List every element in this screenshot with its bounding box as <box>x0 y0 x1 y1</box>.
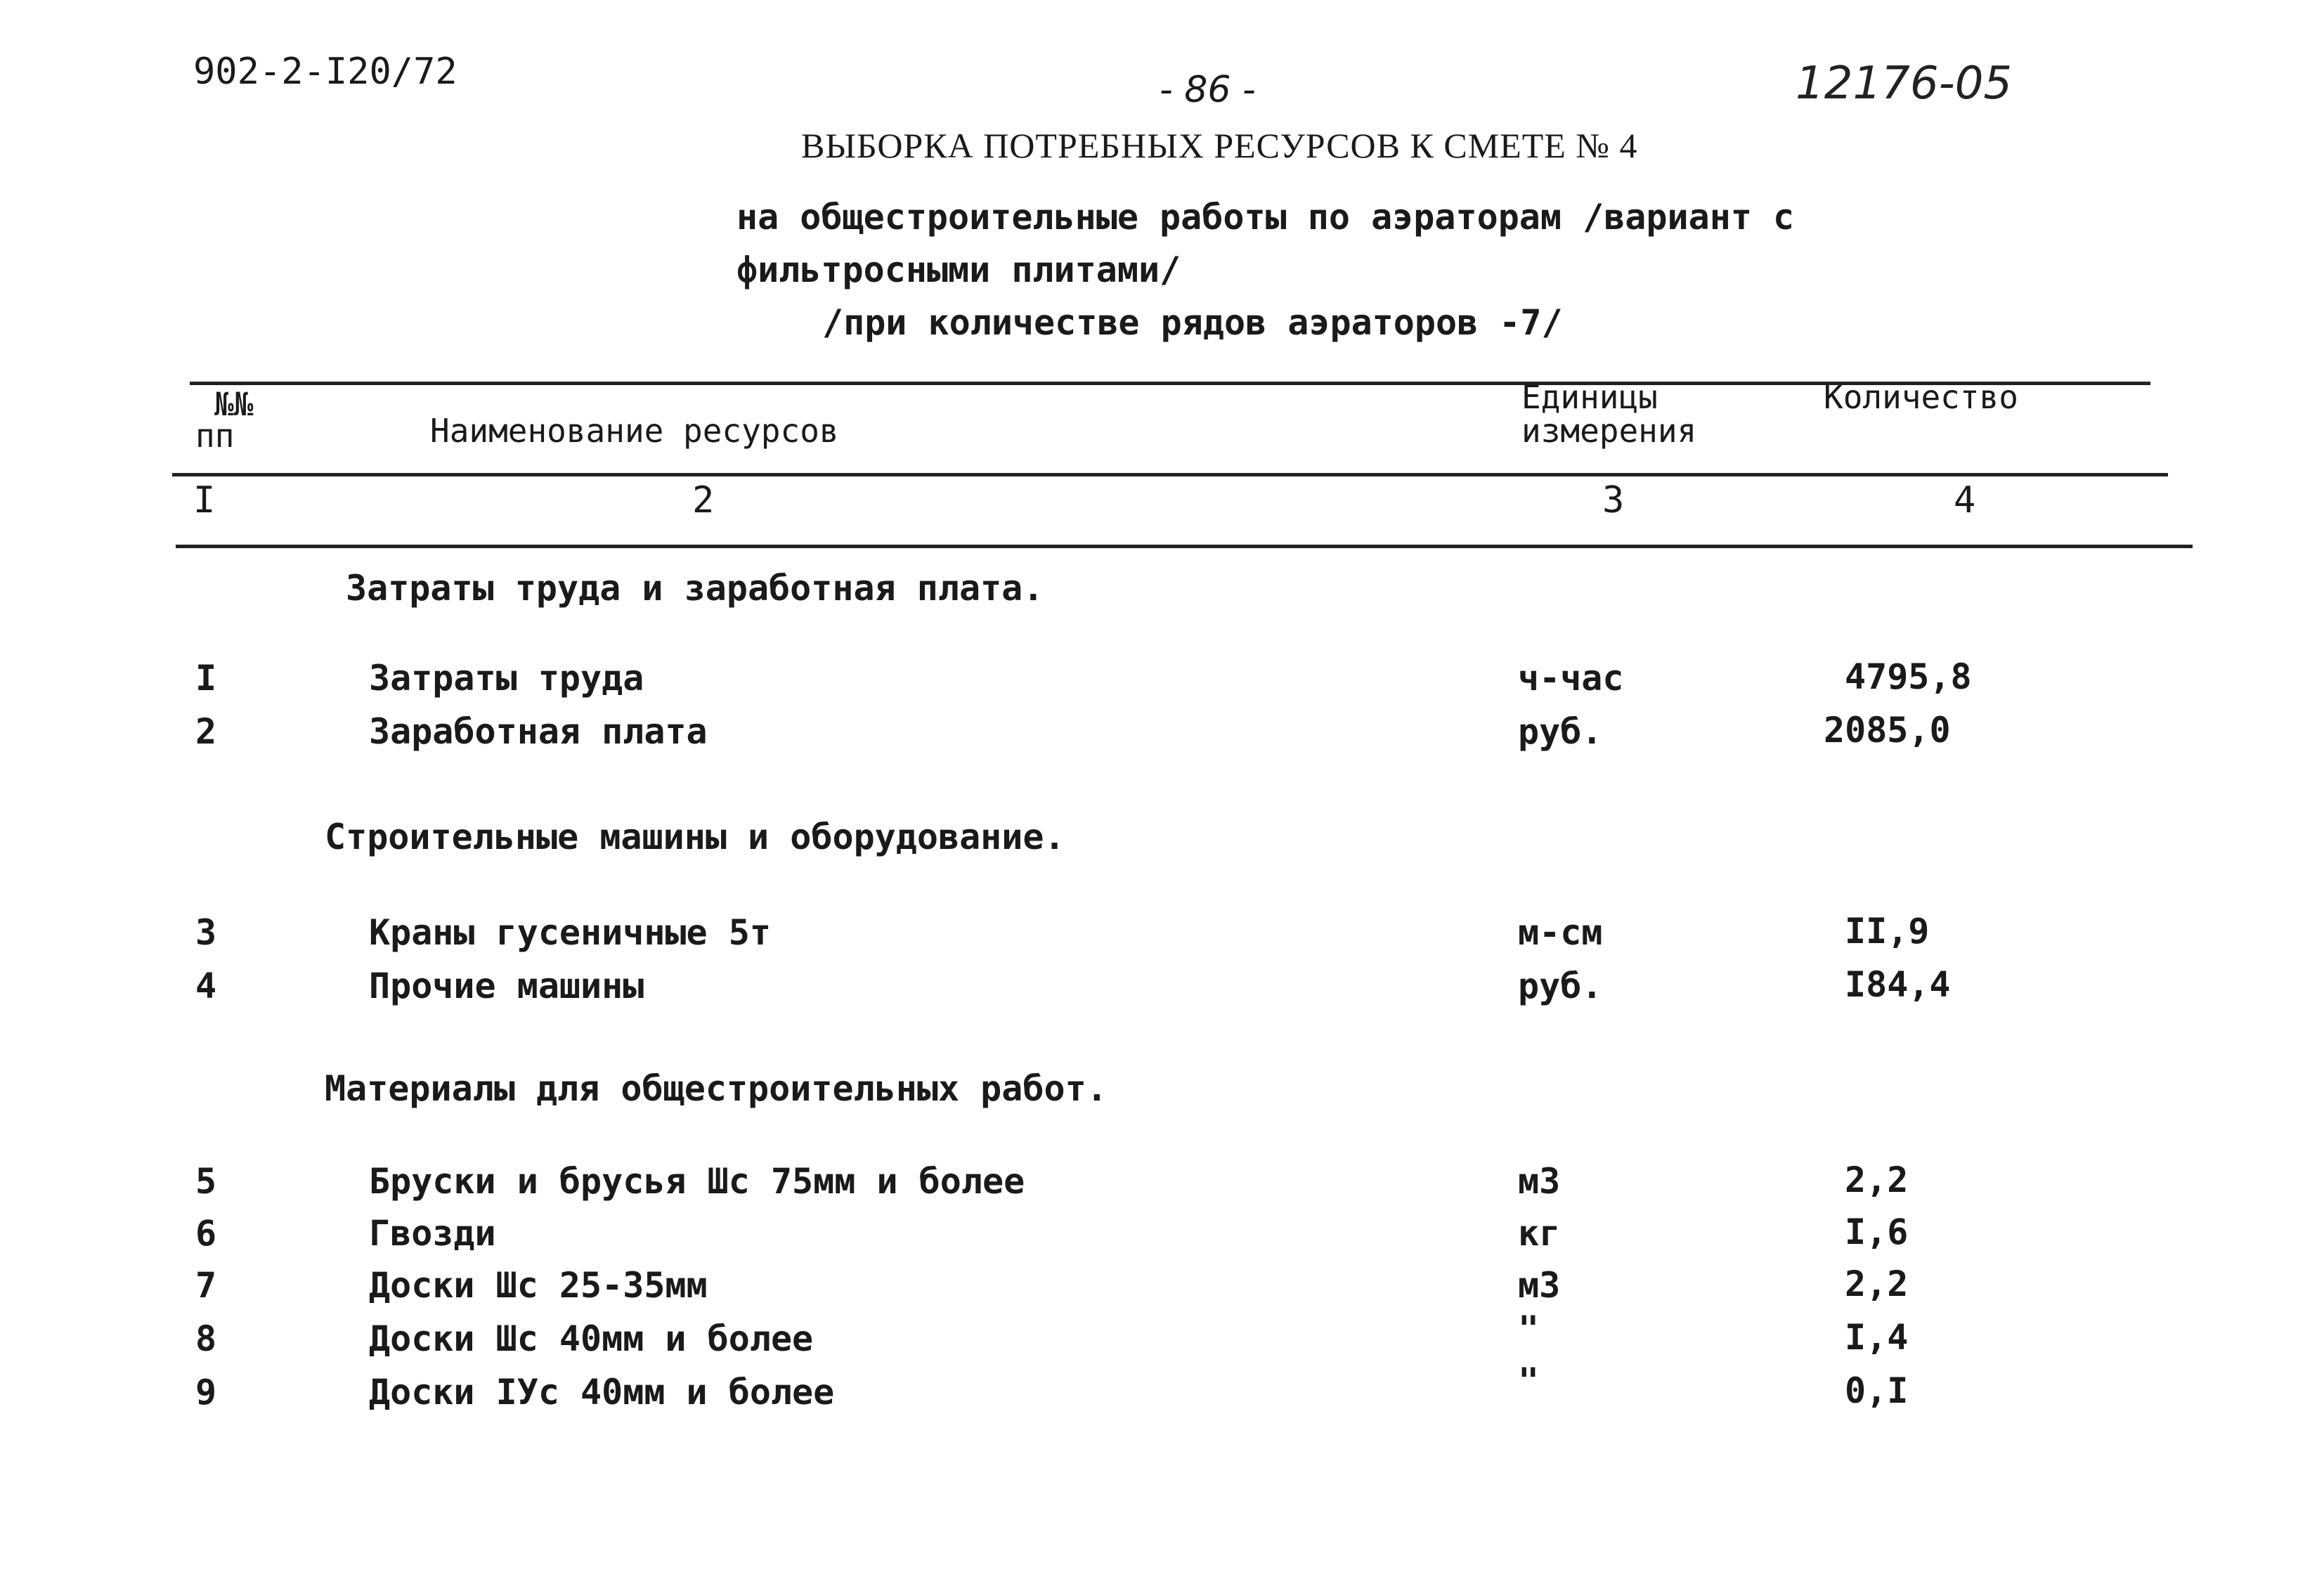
resource-name: Заработная плата <box>369 711 708 752</box>
resource-name: Гвозди <box>369 1213 496 1254</box>
col-number-3: 3 <box>1602 479 1625 521</box>
col-unit-header-line1: Единицы <box>1521 378 1658 416</box>
row-number: 3 <box>195 912 217 953</box>
unit: руб. <box>1518 711 1603 752</box>
col-number-4: 4 <box>1954 479 1976 521</box>
quantity: 0,I <box>1845 1370 1909 1411</box>
unit: руб. <box>1518 966 1603 1006</box>
quantity: I,4 <box>1845 1317 1909 1358</box>
page-title: ВЫБОРКА ПОТРЕБНЫХ РЕСУРСОВ К СМЕТЕ № 4 <box>801 126 1638 165</box>
row-number: 7 <box>195 1265 217 1306</box>
sheet-number: 12176-05 <box>1796 58 2013 110</box>
unit: ч-час <box>1518 658 1624 699</box>
quantity: II,9 <box>1845 911 1930 952</box>
unit: " <box>1518 1361 1540 1401</box>
col-number-header-line2: пп <box>195 417 235 455</box>
unit: " <box>1518 1309 1540 1349</box>
resource-name: Доски Шс 25-35мм <box>369 1265 708 1306</box>
section-title-machines: Строительные машины и оборудование. <box>325 817 1065 857</box>
col-number-2: 2 <box>692 479 715 521</box>
col-number-header-line1: №№ <box>214 385 254 423</box>
resource-name: Доски Шс 40мм и более <box>369 1318 814 1359</box>
quantity: 2,2 <box>1845 1160 1909 1200</box>
resource-name: Краны гусеничные 5т <box>369 912 771 953</box>
subtitle-line-2: фильтросными плитами/ <box>736 249 1181 290</box>
quantity: 2085,0 <box>1824 710 1951 751</box>
header-bottom-rule <box>172 473 2168 476</box>
col-numbers-rule <box>176 545 2193 548</box>
col-quantity-header: Количество <box>1824 378 2018 416</box>
col-number-1: I <box>193 479 216 521</box>
page-number: - 86 - <box>1160 69 1256 111</box>
document-code: 902-2-I20/72 <box>193 51 457 93</box>
row-number: 5 <box>195 1161 217 1202</box>
row-number: 6 <box>195 1213 217 1254</box>
quantity: 2,2 <box>1845 1264 1909 1304</box>
resource-name: Прочие машины <box>369 966 644 1006</box>
row-number: I <box>195 658 217 699</box>
unit: м3 <box>1518 1161 1561 1202</box>
unit: м3 <box>1518 1265 1561 1306</box>
col-name-header: Наименование ресурсов <box>430 412 839 450</box>
quantity: 4795,8 <box>1845 656 1972 697</box>
row-number: 2 <box>195 711 217 752</box>
row-number: 4 <box>195 966 217 1006</box>
section-title-labor: Затраты труда и заработная плата. <box>346 568 1044 609</box>
resource-name: Затраты труда <box>369 658 644 699</box>
row-number: 9 <box>195 1372 217 1413</box>
quantity: I,6 <box>1845 1212 1909 1252</box>
subtitle-line-3: /при количестве рядов аэраторов -7/ <box>822 302 1563 343</box>
section-title-materials: Материалы для общестроительных работ. <box>325 1068 1108 1109</box>
resource-name: Доски IУс 40мм и более <box>369 1372 835 1413</box>
unit: м-см <box>1518 912 1603 953</box>
col-unit-header-line2: измерения <box>1521 412 1697 450</box>
subtitle-line-1: на общестроительные работы по аэраторам /вариант с <box>736 197 1795 238</box>
unit: кг <box>1518 1213 1561 1254</box>
quantity: I84,4 <box>1845 964 1951 1005</box>
row-number: 8 <box>195 1318 217 1359</box>
resource-name: Бруски и брусья Шс 75мм и более <box>369 1161 1025 1202</box>
